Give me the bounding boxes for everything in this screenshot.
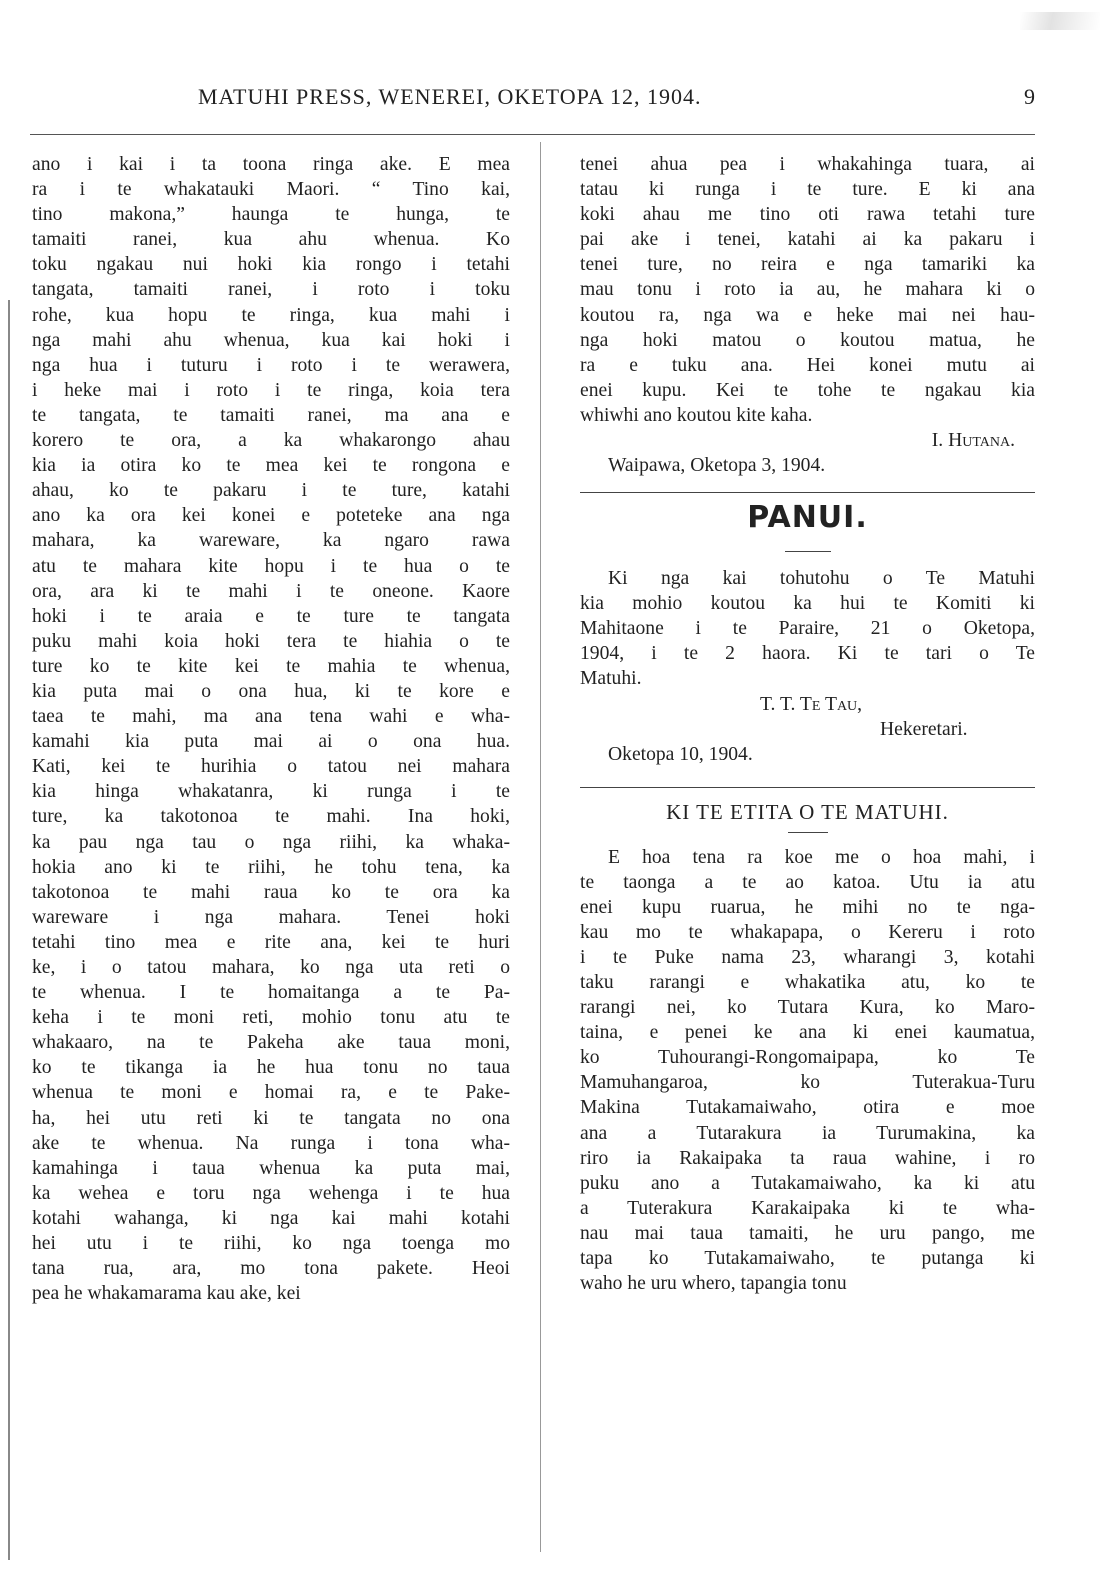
text-line: tangata, tamaiti ranei, i roto i toku [32, 279, 510, 301]
etita-body [580, 845, 1035, 1297]
text-line: mau tonu i roto ia au, he mahara ki o [580, 279, 1035, 301]
text-line: kia ia otira ko te mea kei te rongona e [32, 455, 510, 477]
panui-title: PANUI. [747, 500, 868, 536]
text-line: ahau, ko te pakaru i te ture, katahi [32, 480, 510, 502]
text-line: korero te ora, a ka whakarongo ahau [32, 430, 510, 452]
text-line: Mamuhangaroa, ko Tuterakua-Turu [580, 1072, 1035, 1094]
etita-heading: KI TE ETITA O TE MATUHI. [666, 799, 949, 824]
text-line: kia puta mai o ona hua, ki te kore e [32, 680, 510, 702]
text-line: kia mohio koutou ka hui te Komiti ki [580, 593, 1035, 615]
text-line: nau mai taua tamaiti, he uru pango, me [580, 1222, 1035, 1244]
text-line: a Tuterakura Karakaipaka ki te wha- [580, 1197, 1035, 1219]
section-rule-2 [580, 787, 1035, 788]
text-line: kau mo te whakapapa, o Kereru i roto [580, 921, 1035, 943]
text-line: tetahi tino mea e rite ana, kei te huri [32, 931, 510, 953]
text-line: ko Tuhourangi-Rongomaipapa, ko Te [580, 1047, 1035, 1069]
text-line: ora, ara ki te mahi i te oneone. Kaore [32, 580, 510, 602]
text-line: toku ngakau nui hoki kia rongo i tetahi [32, 254, 510, 276]
text-line: tana rua, ara, mo tona pakete. Heoi [32, 1258, 510, 1280]
text-line: hokia ano ki te riihi, he tohu tena, ka [32, 856, 510, 878]
text-line: ra e tuku ana. Hei konei mutu ai [580, 354, 1035, 376]
heading-underline [788, 832, 828, 833]
text-line: puku ano a Tutakamaiwaho, ka ki atu [580, 1172, 1035, 1194]
text-line: nga hoki matou o koutou matua, he [580, 329, 1035, 351]
panui-signature-name: T. T. Te Tau, [760, 693, 863, 715]
text-line: ture ko te kite kei te mahia te whenua, [32, 655, 510, 677]
text-line: ano ka ora kei konei e poteteke ana nga [32, 505, 510, 527]
scan-smudge [1020, 12, 1100, 30]
text-line: atu te mahara kite hopu i te hua o te [32, 555, 510, 577]
binding-edge [8, 300, 10, 1560]
text-line: ake te whenua. Na runga i tona wha- [32, 1132, 510, 1154]
text-line: ko te tikanga ia he hua tonu no taua [32, 1057, 510, 1079]
text-line: pea he whakamarama kau ake, kei [32, 1283, 301, 1305]
text-line: ka wehea e toru nga wehenga i te hua [32, 1182, 510, 1204]
text-line: ana a Tutarakura ia Turumakina, ka [580, 1122, 1035, 1144]
page-number: 9 [1024, 84, 1035, 109]
text-line: taea te mahi, ma ana tena wahi e wha- [32, 706, 510, 728]
text-line: taku rarangi e whakatika atu, ko te [580, 971, 1035, 993]
text-line: waho he uru whero, tapangia tonu [580, 1273, 847, 1295]
text-line: Kati, kei te hurihia o tatou nei mahara [32, 756, 510, 778]
title-underline [785, 551, 831, 552]
panui-date: Oketopa 10, 1904. [608, 743, 753, 765]
text-line: te whenua. I te homaitanga a te Pa- [32, 982, 510, 1004]
text-line: rarangi nei, ko Tutara Kura, ko Maro- [580, 997, 1035, 1019]
text-line: koki ahau me tino oti rawa tetahi ture [580, 204, 1035, 226]
text-line: E hoa tena ra koe me o hoa mahi, i [608, 846, 1035, 868]
text-line: mahara, ka wareware, ka ngaro rawa [32, 530, 510, 552]
text-line: keha i te moni reti, mohio tonu atu te [32, 1007, 510, 1029]
text-line: tapa ko Tutakamaiwaho, te putanga ki [580, 1248, 1035, 1269]
text-line: tino makona,” haunga te hunga, te [32, 204, 510, 226]
section-rule [580, 492, 1035, 493]
right-column [580, 152, 1035, 1296]
letter-continuation [580, 152, 1035, 428]
text-line: whakaaro, na te Pakeha ake taua moni, [32, 1032, 510, 1054]
text-line: rohe, kua hopu te ringa, kua mahi i [32, 304, 510, 326]
panui-signature-role: Hekeretari. [880, 718, 968, 740]
text-line: nga mahi ahu whenua, kua kai hoki i [32, 329, 510, 351]
text-line: whiwhi ano koutou kite kaha. [580, 404, 813, 426]
text-line: pai ake i tenei, katahi ai ka pakaru i [580, 229, 1035, 251]
text-line: tenei ahua pea i whakahinga tuara, ai [580, 154, 1035, 175]
text-line: hei utu i te riihi, ko nga toenga mo [32, 1233, 510, 1255]
text-line: nga hua i tuturu i roto i te werawera, [32, 354, 510, 376]
text-line: puku mahi koia hoki tera te hiahia o te [32, 630, 510, 652]
text-line: kia hinga whakatanra, ki runga i te [32, 781, 510, 803]
letter-place-date: Waipawa, Oketopa 3, 1904. [608, 455, 826, 477]
text-line: ka pau nga tau o nga riihi, ka whaka- [32, 831, 510, 853]
letter-signature: I. Hutana. [931, 430, 1015, 452]
text-line: whenua te moni e homai ra, e te Pake- [32, 1082, 510, 1104]
text-line: Makina Tutakamaiwaho, otira e moe [580, 1097, 1035, 1119]
text-line: ke, i o tatou mahara, ko nga uta reti o [32, 957, 510, 978]
text-line: te tangata, te tamaiti ranei, ma ana e [32, 404, 510, 426]
text-line: enei kupu. Kei te tohe te ngakau kia [580, 379, 1035, 401]
text-line: Ki nga kai tohutohu o Te Matuhi [608, 568, 1035, 590]
running-title: MATUHI PRESS, WENEREI, OKETOPA 12, 1904. [198, 84, 702, 109]
text-line: ano i kai i ta toona ringa ake. E mea [32, 154, 510, 175]
text-line: i te Puke nama 23, wharangi 3, kotahi [580, 946, 1035, 968]
text-line: ture, ka takotonoa te mahi. Ina hoki, [32, 806, 510, 828]
text-line: 1904, i te 2 haora. Ki te tari o Te [580, 643, 1035, 665]
text-line: i heke mai i roto i te ringa, koia tera [32, 379, 510, 401]
text-line: tamaiti ranei, kua ahu whenua. Ko [32, 229, 510, 251]
text-line: wareware i nga mahara. Tenei hoki [32, 906, 510, 928]
text-line: ha, hei utu reti ki te tangata no ona [32, 1107, 510, 1129]
text-line: tatau ki runga i te ture. E ki ana [580, 179, 1035, 201]
text-line: takotonoa te mahi raua ko te ora ka [32, 881, 510, 903]
text-line: kamahi kia puta mai ai o ona hua. [32, 731, 510, 753]
text-line: kotahi wahanga, ki nga kai mahi kotahi [32, 1207, 510, 1229]
text-line: riro ia Rakaipaka ta raua wahine, i ro [580, 1147, 1035, 1169]
text-line: koutou ra, nga wa e heke mai nei hau- [580, 304, 1035, 326]
header-rule [30, 134, 1035, 135]
text-line: ra i te whakatauki Maori. “ Tino kai, [32, 179, 510, 201]
text-line: tenei ture, no reira e nga tamariki ka [580, 254, 1035, 276]
text-line: Mahitaone i te Paraire, 21 o Oketopa, [580, 618, 1035, 640]
left-column [32, 152, 510, 1306]
panui-body [580, 566, 1035, 691]
text-line: Matuhi. [580, 668, 642, 690]
column-divider [540, 142, 541, 1552]
text-line: kamahinga i taua whenua ka puta mai, [32, 1157, 510, 1179]
text-line: enei kupu ruarua, he mihi no te nga- [580, 896, 1035, 918]
text-line: taina, e penei ke ana ki enei kaumatua, [580, 1022, 1035, 1044]
text-line: hoki i te araia e te ture te tangata [32, 605, 510, 627]
text-line: te taonga a te ao katoa. Utu ia atu [580, 871, 1035, 893]
page-header [0, 84, 1114, 124]
